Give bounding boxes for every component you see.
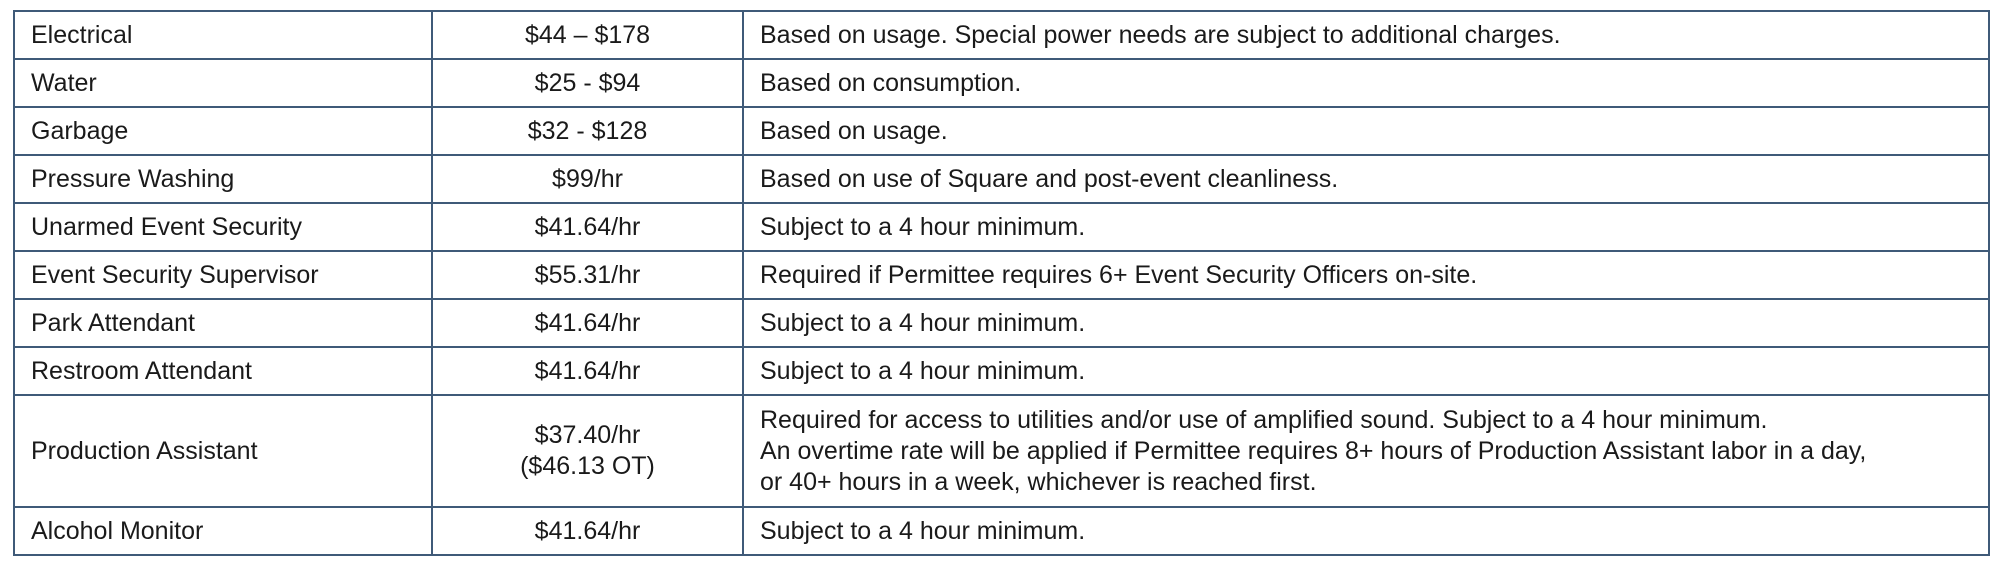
service-notes: Based on usage.: [743, 107, 1989, 155]
service-name: Production Assistant: [14, 395, 432, 507]
service-notes: Required if Permittee requires 6+ Event Security Officers on-site.: [743, 251, 1989, 299]
service-notes: Subject to a 4 hour minimum.: [743, 203, 1989, 251]
fee-table: [13, 10, 1990, 556]
service-rate: $41.64/hr: [432, 203, 743, 251]
table-row: [14, 251, 1989, 299]
service-notes: Based on consumption.: [743, 59, 1989, 107]
service-notes: Subject to a 4 hour minimum.: [743, 507, 1989, 555]
table-row: [14, 299, 1989, 347]
service-rate: $37.40/hr ($46.13 OT): [432, 395, 743, 507]
service-name: Pressure Washing: [14, 155, 432, 203]
service-rate: $44 – $178: [432, 11, 743, 59]
service-name: Restroom Attendant: [14, 347, 432, 395]
service-rate: $25 - $94: [432, 59, 743, 107]
service-name: Garbage: [14, 107, 432, 155]
service-rate: $99/hr: [432, 155, 743, 203]
table-row: [14, 11, 1989, 59]
service-notes: Required for access to utilities and/or use of amplified sound. Subject to a 4 hour minimum. An overtime rate will be applied if Permittee requires 8+ hours of Production Assistant labor in a day, or 40+ hours in a week, whichever is reached first.: [743, 395, 1989, 507]
service-notes: Subject to a 4 hour minimum.: [743, 299, 1989, 347]
table-row: [14, 347, 1989, 395]
table-row: [14, 59, 1989, 107]
service-rate: $55.31/hr: [432, 251, 743, 299]
service-rate: $41.64/hr: [432, 347, 743, 395]
table-row: [14, 107, 1989, 155]
service-name: Event Security Supervisor: [14, 251, 432, 299]
service-name: Unarmed Event Security: [14, 203, 432, 251]
service-name: Park Attendant: [14, 299, 432, 347]
table-row: [14, 155, 1989, 203]
service-rate: $32 - $128: [432, 107, 743, 155]
service-name: Alcohol Monitor: [14, 507, 432, 555]
fee-table-container: [13, 10, 1988, 556]
service-notes: Based on usage. Special power needs are subject to additional charges.: [743, 11, 1989, 59]
service-notes: Based on use of Square and post-event cleanliness.: [743, 155, 1989, 203]
service-rate: $41.64/hr: [432, 299, 743, 347]
table-row: [14, 203, 1989, 251]
service-notes: Subject to a 4 hour minimum.: [743, 347, 1989, 395]
table-row: [14, 507, 1989, 555]
service-name: Electrical: [14, 11, 432, 59]
service-name: Water: [14, 59, 432, 107]
service-rate: $41.64/hr: [432, 507, 743, 555]
table-row: [14, 395, 1989, 507]
